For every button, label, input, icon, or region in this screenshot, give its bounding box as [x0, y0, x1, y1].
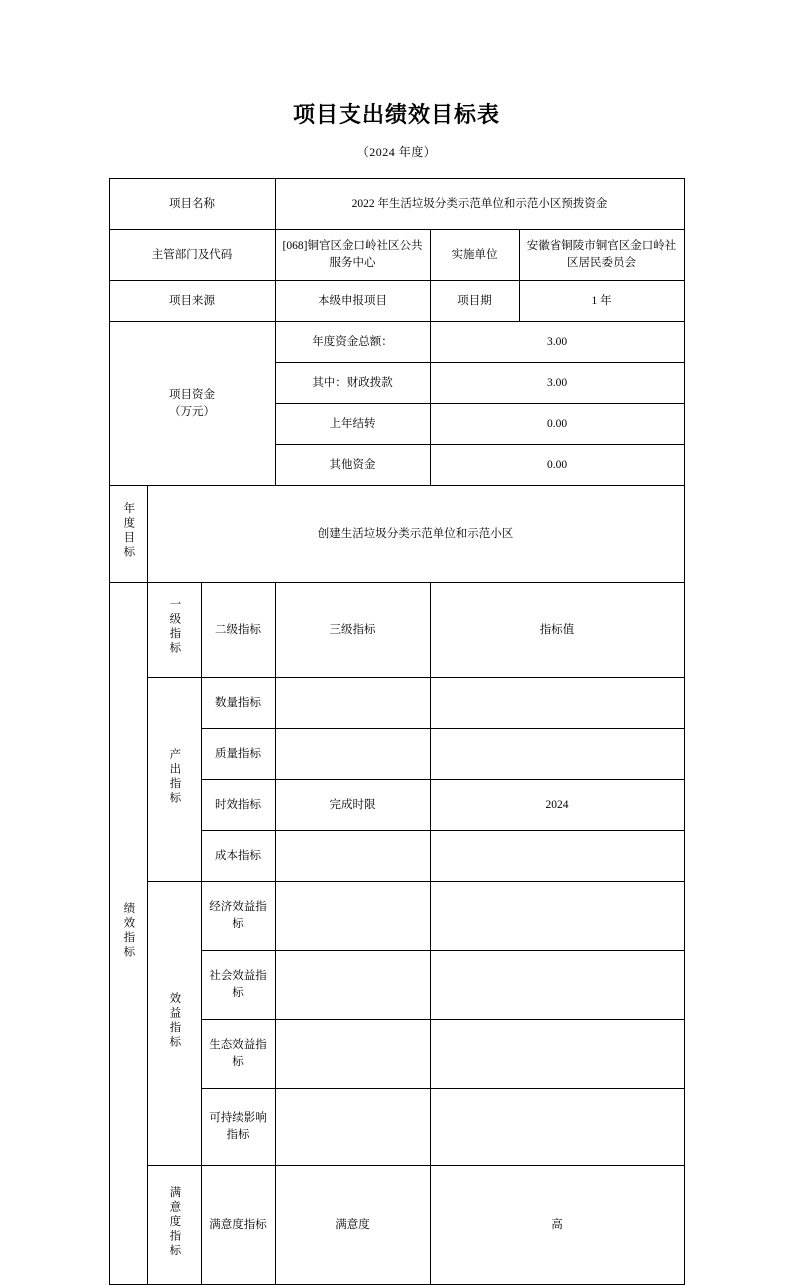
cell-level2-1-3: 可持续影响指标 — [201, 1089, 275, 1166]
cell-level2-0-0: 数量指标 — [201, 678, 275, 729]
label-annual-goal-text: 年度目标 — [122, 502, 135, 561]
cell-level3-0-0 — [275, 678, 430, 729]
page-subtitle: （2024 年度） — [356, 145, 437, 159]
cell-level3-1-3 — [275, 1089, 430, 1166]
cell-level3-1-0 — [275, 882, 430, 951]
table-row-source — [109, 281, 684, 322]
label-performance-indicator — [109, 583, 147, 1285]
header-level1-text: 一级指标 — [168, 598, 181, 657]
funds-row-value-1: 3.00 — [430, 363, 684, 404]
cell-value-2-0: 高 — [430, 1166, 684, 1285]
funds-row-label-0: 年度资金总额： — [275, 322, 430, 363]
group-label-satisfaction-text: 满意度指标 — [168, 1185, 181, 1259]
cell-value-0-1 — [430, 729, 684, 780]
value-annual-goal: 创建生活垃圾分类示范单位和示范小区 — [147, 486, 684, 583]
header-value: 指标值 — [430, 583, 684, 678]
funds-row-label-3: 其他资金 — [275, 445, 430, 486]
label-project-source: 项目来源 — [109, 281, 275, 322]
funds-row-label-1: 其中：财政拨款 — [275, 363, 430, 404]
cell-level2-1-1: 社会效益指标 — [201, 951, 275, 1020]
table-row-department — [109, 230, 684, 281]
table-row-annual-goal — [109, 486, 684, 583]
value-implement-unit: 安徽省铜陵市铜官区金口岭社区居民委员会 — [519, 230, 684, 281]
group-label-satisfaction — [147, 1166, 201, 1285]
cell-value-0-3 — [430, 831, 684, 882]
cell-level3-1-1 — [275, 951, 430, 1020]
cell-level3-0-2: 完成时限 — [275, 780, 430, 831]
cell-value-1-2 — [430, 1020, 684, 1089]
label-project-funds-line1: 项目资金 — [169, 388, 215, 401]
document-page — [0, 98, 793, 1259]
funds-row-label-2: 上年结转 — [275, 404, 430, 445]
cell-level3-1-2 — [275, 1020, 430, 1089]
group-label-output-text: 产出指标 — [168, 747, 181, 806]
header-level3: 三级指标 — [275, 583, 430, 678]
label-project-name: 项目名称 — [109, 179, 275, 230]
table-row-satisfaction — [109, 1166, 684, 1285]
cell-level2-1-2: 生态效益指标 — [201, 1020, 275, 1089]
table-row-funds-total — [109, 322, 684, 363]
performance-target-table — [109, 178, 685, 1285]
funds-row-value-3: 0.00 — [430, 445, 684, 486]
page-title: 项目支出绩效目标表 — [292, 102, 500, 128]
label-performance-indicator-text: 绩效指标 — [122, 901, 135, 960]
cell-level3-0-3 — [275, 831, 430, 882]
table-row-output-quantity — [109, 678, 684, 729]
value-project-period: 1 年 — [519, 281, 684, 322]
group-label-benefit-text: 效益指标 — [168, 991, 181, 1050]
label-department: 主管部门及代码 — [109, 230, 275, 281]
group-label-benefit — [147, 882, 201, 1166]
header-level2: 二级指标 — [201, 583, 275, 678]
label-project-period: 项目期 — [430, 281, 519, 322]
label-annual-goal — [109, 486, 147, 583]
cell-level2-0-2: 时效指标 — [201, 780, 275, 831]
cell-value-0-0 — [430, 678, 684, 729]
table-row-project-name — [109, 179, 684, 230]
cell-level3-2-0: 满意度 — [275, 1166, 430, 1285]
table-row-benefit-economic — [109, 882, 684, 951]
cell-value-1-1 — [430, 951, 684, 1020]
header-level1 — [147, 583, 201, 678]
cell-value-1-3 — [430, 1089, 684, 1166]
funds-row-value-2: 0.00 — [430, 404, 684, 445]
cell-value-0-2: 2024 — [430, 780, 684, 831]
cell-level3-0-1 — [275, 729, 430, 780]
cell-value-1-0 — [430, 882, 684, 951]
cell-level2-0-1: 质量指标 — [201, 729, 275, 780]
label-project-funds — [109, 322, 275, 486]
label-implement-unit: 实施单位 — [430, 230, 519, 281]
value-project-name: 2022 年生活垃圾分类示范单位和示范小区预拨资金 — [275, 179, 684, 230]
group-label-output — [147, 678, 201, 882]
cell-level2-2-0: 满意度指标 — [201, 1166, 275, 1285]
funds-row-value-0: 3.00 — [430, 322, 684, 363]
value-project-source: 本级申报项目 — [275, 281, 430, 322]
cell-level2-0-3: 成本指标 — [201, 831, 275, 882]
value-department: [068]铜官区金口岭社区公共服务中心 — [275, 230, 430, 281]
cell-level2-1-0: 经济效益指标 — [201, 882, 275, 951]
label-project-funds-line2: （万元） — [169, 405, 215, 418]
table-row-indicator-header — [109, 583, 684, 678]
